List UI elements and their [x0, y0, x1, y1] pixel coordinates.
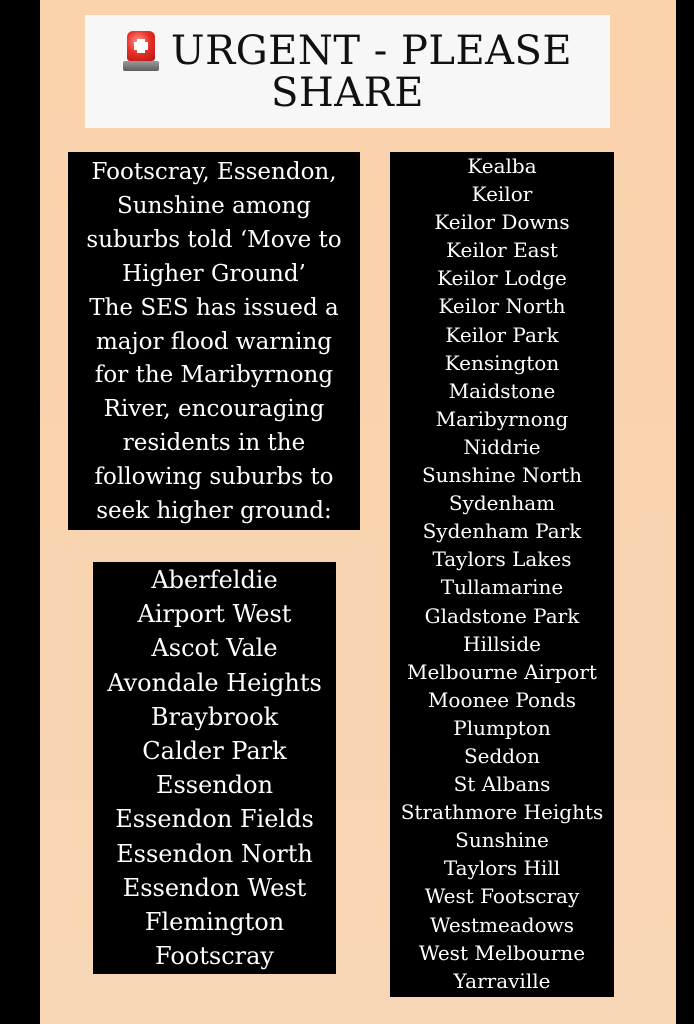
suburb-item: Strathmore Heights	[400, 800, 604, 825]
suburb-item: Sunshine	[455, 828, 549, 853]
suburb-item: Keilor North	[438, 294, 566, 319]
suburb-item: Sydenham	[448, 491, 556, 516]
suburb-item: Niddrie	[463, 434, 541, 459]
suburb-item: Essendon	[155, 771, 274, 800]
urgent-banner	[85, 15, 610, 128]
suburb-item: Sunshine North	[421, 463, 583, 488]
intro-text-box	[68, 152, 360, 530]
suburb-item: Essendon North	[116, 839, 313, 868]
intro-line: for the Maribyrnong	[94, 362, 334, 389]
suburb-item: Plumpton	[453, 715, 551, 740]
suburb-list-left	[93, 562, 336, 974]
suburb-item: Taylors Lakes	[432, 547, 572, 572]
suburb-item: Keilor East	[446, 238, 558, 263]
intro-line: River, encouraging	[103, 396, 325, 423]
suburb-item: St Albans	[453, 772, 551, 797]
suburb-item: Aberfeldie	[151, 566, 278, 594]
suburb-item: Maidstone	[448, 378, 556, 403]
banner-line-2	[271, 69, 424, 116]
suburb-item: Keilor	[471, 182, 533, 207]
suburb-item: Avondale Heights	[107, 668, 322, 697]
intro-line: seek higher ground:	[96, 498, 332, 525]
suburb-item: Moonee Ponds	[427, 687, 577, 712]
intro-line: following suburbs to	[94, 464, 334, 491]
banner-title-line2: SHARE	[271, 69, 424, 116]
suburb-item: Flemington	[144, 908, 285, 937]
suburb-item: Kensington	[444, 350, 560, 375]
siren-icon	[123, 31, 159, 71]
suburb-item: Braybrook	[150, 702, 279, 731]
suburb-item: Kealba	[467, 154, 537, 178]
suburb-item: Seddon	[463, 743, 541, 768]
intro-line: residents in the	[122, 430, 306, 457]
suburb-item: Sydenham Park	[422, 519, 582, 544]
banner-line-1	[123, 27, 573, 74]
suburb-item: Westmeadows	[429, 912, 574, 937]
suburb-item: Yarraville	[453, 968, 551, 993]
suburb-item: Tullamarine	[440, 575, 564, 600]
suburb-item: Maribyrnong	[435, 406, 569, 431]
suburb-item: Hillside	[463, 631, 541, 656]
intro-line: major flood warning	[96, 328, 332, 355]
suburb-item: Keilor Downs	[434, 210, 570, 235]
suburb-item: Keilor Lodge	[437, 266, 567, 291]
suburb-item: Essendon West	[122, 873, 307, 902]
banner-title-line1: URGENT - PLEASE	[170, 27, 573, 74]
suburb-item: Taylors Hill	[443, 856, 561, 881]
suburb-item: Essendon Fields	[115, 805, 314, 834]
suburb-item: Ascot Vale	[151, 634, 278, 663]
suburb-item: Gladstone Park	[424, 603, 580, 628]
suburb-item: West Footscray	[424, 884, 580, 909]
intro-line: suburbs told ‘Move to	[86, 226, 342, 253]
intro-line: Higher Ground’	[122, 260, 306, 287]
suburb-item: Airport West	[137, 600, 292, 629]
suburb-item: Melbourne Airport	[407, 659, 597, 684]
suburb-item: Calder Park	[142, 737, 287, 766]
suburb-item: Keilor Park	[445, 322, 559, 347]
suburb-list-right	[390, 152, 614, 997]
intro-line: The SES has issued a	[89, 294, 339, 321]
suburb-item: West Melbourne	[418, 940, 586, 965]
intro-line: Footscray, Essendon,	[91, 159, 337, 185]
suburb-item: Footscray	[155, 942, 274, 971]
intro-line: Sunshine among	[117, 192, 311, 219]
